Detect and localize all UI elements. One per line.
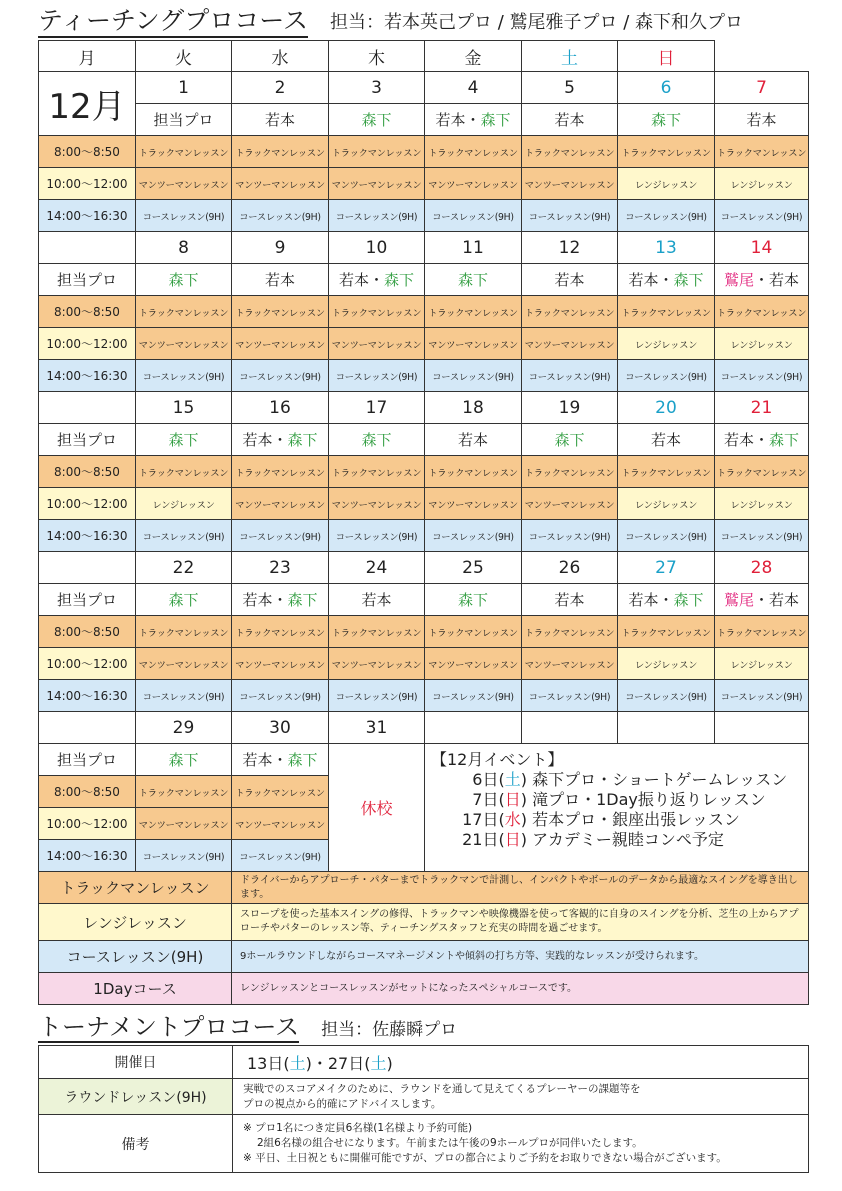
lesson-cell: コースレッスン(9H) <box>715 680 809 712</box>
pro-name-wakamoto: 若本 <box>650 431 681 449</box>
lesson-cell: トラックマンレッスン <box>715 616 809 648</box>
pro-cell <box>232 744 329 776</box>
day-number: 4 <box>425 72 522 104</box>
day-number: 14 <box>715 232 809 264</box>
lesson-cell: レンジレッスン <box>618 168 715 200</box>
lesson-cell: トラックマンレッスン <box>618 456 715 488</box>
tournament-table <box>38 1045 809 1173</box>
event-day: 17日( <box>462 810 505 829</box>
day-number: 29 <box>136 712 232 744</box>
day-number: 5 <box>522 72 618 104</box>
event-weekday: 日 <box>504 790 521 809</box>
day-number: 28 <box>715 552 809 584</box>
pro-name-wakamoto: 若本 <box>554 591 585 609</box>
tournament-title: トーナメントプロコース <box>38 1013 300 1041</box>
pro-name-morishita: 森下 <box>384 271 415 289</box>
pro-name-morishita: 森下 <box>650 111 681 129</box>
time-slot-label: 10:00〜12:00 <box>39 168 136 200</box>
time-slot-label: 10:00〜12:00 <box>39 808 136 840</box>
pro-cell <box>329 264 425 296</box>
pro-cell <box>425 264 522 296</box>
pro-cell <box>522 104 618 136</box>
legend-desc: 9ホールラウンドしながらコースマネージメントや傾斜の打ち方等、実践的なレッスンが受けられます。 <box>232 941 809 973</box>
lesson-cell: マンツーマンレッスン <box>136 168 232 200</box>
lesson-cell: トラックマンレッスン <box>425 456 522 488</box>
event-paren: ) <box>520 830 527 849</box>
lesson-cell: トラックマンレッスン <box>618 296 715 328</box>
lesson-cell: マンツーマンレッスン <box>522 488 618 520</box>
weekday-header: 火 <box>136 41 232 72</box>
pro-name-wakamoto: 若本 <box>361 591 392 609</box>
day-number: 6 <box>618 72 715 104</box>
teaching-course-header <box>38 6 828 38</box>
pro-cell <box>425 104 522 136</box>
day-number: 7 <box>715 72 809 104</box>
course-title: ティーチングプロコース <box>38 7 308 38</box>
pro-cell <box>715 424 809 456</box>
lesson-cell: マンツーマンレッスン <box>425 488 522 520</box>
lesson-cell: マンツーマンレッスン <box>232 168 329 200</box>
pro-name-wakamoto: 若本 <box>457 431 488 449</box>
pro-cell <box>618 584 715 616</box>
lesson-cell: コースレッスン(9H) <box>232 200 329 232</box>
lesson-cell: トラックマンレッスン <box>329 456 425 488</box>
pro-name-morishita: 森下 <box>168 431 199 449</box>
time-slot-label: 14:00〜16:30 <box>39 200 136 232</box>
pro-cell <box>329 424 425 456</box>
lesson-cell: トラックマンレッスン <box>522 616 618 648</box>
lesson-cell: レンジレッスン <box>618 328 715 360</box>
lesson-cell: トラックマンレッスン <box>522 456 618 488</box>
day-number: 10 <box>329 232 425 264</box>
pro-cell <box>136 744 232 776</box>
day-number: 11 <box>425 232 522 264</box>
event-paren: ) <box>520 790 527 809</box>
pro-name-morishita: 森下 <box>673 591 704 609</box>
time-slot-label: 8:00〜8:50 <box>39 456 136 488</box>
lesson-cell: トラックマンレッスン <box>715 136 809 168</box>
lesson-cell: コースレッスン(9H) <box>425 680 522 712</box>
pro-name-morishita: 森下 <box>287 751 318 769</box>
pro-name-wakamoto: 若本 <box>723 431 754 449</box>
lesson-cell: レンジレッスン <box>715 168 809 200</box>
pro-cell <box>232 424 329 456</box>
pro-name-wakamoto: 若本 <box>264 271 295 289</box>
lesson-cell: トラックマンレッスン <box>329 616 425 648</box>
lesson-cell: コースレッスン(9H) <box>329 520 425 552</box>
name-separator: ・ <box>272 591 288 609</box>
event-day: 6日( <box>472 770 505 789</box>
weekday-header: 木 <box>329 41 425 72</box>
pro-row-label: 担当プロ <box>39 744 136 776</box>
events-title: 【12月イベント】 <box>431 750 564 769</box>
pro-name-morishita: 森下 <box>480 111 511 129</box>
weekday-header: 月 <box>39 41 136 72</box>
lesson-cell: レンジレッスン <box>715 648 809 680</box>
lesson-cell: トラックマンレッスン <box>329 136 425 168</box>
day-number: 3 <box>329 72 425 104</box>
lesson-cell: マンツーマンレッスン <box>329 168 425 200</box>
pro-name-wakamoto: 若本 <box>628 591 659 609</box>
pro-cell <box>329 104 425 136</box>
pro-cell <box>329 584 425 616</box>
lesson-cell: トラックマンレッスン <box>136 136 232 168</box>
lesson-cell: マンツーマンレッスン <box>522 648 618 680</box>
lesson-cell: コースレッスン(9H) <box>136 840 232 872</box>
lesson-cell: マンツーマンレッスン <box>232 648 329 680</box>
lesson-cell: マンツーマンレッスン <box>522 168 618 200</box>
course-staff: 担当：若本英己プロ / 鷲尾雅子プロ / 森下和久プロ <box>330 12 744 33</box>
lesson-cell: トラックマンレッスン <box>618 616 715 648</box>
event-date <box>447 830 527 850</box>
time-slot-label: 8:00〜8:50 <box>39 776 136 808</box>
pro-name-washio: 鷲尾 <box>723 591 754 609</box>
lesson-cell: コースレッスン(9H) <box>136 680 232 712</box>
lesson-cell: マンツーマンレッスン <box>136 648 232 680</box>
lesson-cell: コースレッスン(9H) <box>618 200 715 232</box>
lesson-cell: トラックマンレッスン <box>425 136 522 168</box>
lesson-cell: トラックマンレッスン <box>425 616 522 648</box>
lesson-cell: コースレッスン(9H) <box>136 520 232 552</box>
day-number: 17 <box>329 392 425 424</box>
legend-desc: スロープを使った基本スイングの修得、トラックマンや映像機器を使って客観的に自身のスイングを分析、芝生の上からアプローチやパターのレッスン等、ティーチングスタッフと充実の時間を過ごせます。 <box>232 904 809 941</box>
lesson-cell: コースレッスン(9H) <box>232 520 329 552</box>
lesson-cell: トラックマンレッスン <box>232 136 329 168</box>
schedule-calendar <box>38 40 809 1005</box>
tournament-staff: 担当：佐藤瞬プロ <box>321 1020 458 1040</box>
pro-name-wakamoto: 若本 <box>769 591 800 609</box>
date-value: 13日(土)・27日(土) <box>233 1046 809 1079</box>
lesson-cell: コースレッスン(9H) <box>618 520 715 552</box>
day-number: 15 <box>136 392 232 424</box>
pro-name-morishita: 森下 <box>168 591 199 609</box>
event-day: 21日( <box>462 830 505 849</box>
pro-cell <box>522 264 618 296</box>
lesson-cell: コースレッスン(9H) <box>715 520 809 552</box>
blank-cell <box>39 232 136 264</box>
lesson-cell: トラックマンレッスン <box>329 296 425 328</box>
event-weekday: 日 <box>504 830 521 849</box>
pro-name-morishita: 森下 <box>287 431 318 449</box>
event-paren: ) <box>520 810 527 829</box>
day-number: 24 <box>329 552 425 584</box>
event-date <box>447 790 527 810</box>
lesson-cell: トラックマンレッスン <box>136 776 232 808</box>
pro-cell <box>522 424 618 456</box>
legend-name: トラックマンレッスン <box>39 872 232 904</box>
pro-cell <box>136 264 232 296</box>
time-slot-label: 10:00〜12:00 <box>39 488 136 520</box>
day-number <box>715 712 809 744</box>
name-separator: ・ <box>753 591 769 609</box>
blank-cell <box>39 392 136 424</box>
pro-name-morishita: 森下 <box>168 271 199 289</box>
day-number: 23 <box>232 552 329 584</box>
lesson-cell: トラックマンレッスン <box>715 296 809 328</box>
pro-cell <box>715 584 809 616</box>
event-day: 7日( <box>472 790 505 809</box>
day-number: 19 <box>522 392 618 424</box>
day-number <box>618 712 715 744</box>
lesson-cell: トラックマンレッスン <box>618 136 715 168</box>
pro-cell <box>425 584 522 616</box>
lesson-cell: コースレッスン(9H) <box>329 680 425 712</box>
name-separator: ・ <box>272 431 288 449</box>
lesson-cell: コースレッスン(9H) <box>232 360 329 392</box>
lesson-cell: コースレッスン(9H) <box>618 680 715 712</box>
pro-name-wakamoto: 若本 <box>628 271 659 289</box>
lesson-cell: コースレッスン(9H) <box>715 360 809 392</box>
event-item <box>431 830 808 850</box>
pro-cell <box>618 104 715 136</box>
pro-name-morishita: 森下 <box>769 431 800 449</box>
pro-cell <box>232 264 329 296</box>
pro-name-wakamoto: 若本 <box>554 271 585 289</box>
pro-cell <box>232 584 329 616</box>
day-number <box>425 712 522 744</box>
pro-cell <box>136 584 232 616</box>
lesson-cell: コースレッスン(9H) <box>522 520 618 552</box>
event-item <box>431 770 808 790</box>
lesson-cell: マンツーマンレッスン <box>232 488 329 520</box>
lesson-cell: レンジレッスン <box>618 488 715 520</box>
pro-row-label: 担当プロ <box>39 264 136 296</box>
day-number <box>522 712 618 744</box>
weekday-header: 金 <box>425 41 522 72</box>
lesson-cell: トラックマンレッスン <box>232 456 329 488</box>
round-lesson-desc: 実戦でのスコアメイクのために、ラウンドを通して見えてくるプレーヤーの課題等を プロの視点から的確にアドバイスします。 <box>233 1079 809 1115</box>
day-number: 12 <box>522 232 618 264</box>
event-text: 若本プロ・銀座出張レッスン <box>532 810 740 829</box>
day-number: 31 <box>329 712 425 744</box>
lesson-cell: マンツーマンレッスン <box>329 488 425 520</box>
notes-text: ※ プロ1名につき定員6名様(1名様より予約可能) 2組6名様の組合せになります。午前または午後の9ホールプロが同伴いたします。 ※ 平日、土日祝ともに開催可能ですが、プロの都合によりご予約をお取りできない場合がございます。 <box>233 1115 809 1173</box>
pro-row-label: 担当プロ <box>39 424 136 456</box>
weekday-header: 水 <box>232 41 329 72</box>
day-number: 22 <box>136 552 232 584</box>
day-number: 30 <box>232 712 329 744</box>
time-slot-label: 14:00〜16:30 <box>39 360 136 392</box>
event-date <box>447 770 527 790</box>
lesson-cell: マンツーマンレッスン <box>136 328 232 360</box>
notes-label: 備考 <box>39 1115 233 1173</box>
time-slot-label: 10:00〜12:00 <box>39 328 136 360</box>
day-number: 16 <box>232 392 329 424</box>
pro-cell <box>136 424 232 456</box>
time-slot-label: 8:00〜8:50 <box>39 616 136 648</box>
lesson-cell: コースレッスン(9H) <box>522 360 618 392</box>
pro-name-wakamoto: 若本 <box>769 271 800 289</box>
day-number: 20 <box>618 392 715 424</box>
lesson-cell: レンジレッスン <box>618 648 715 680</box>
day-number: 8 <box>136 232 232 264</box>
lesson-cell: トラックマンレッスン <box>425 296 522 328</box>
event-item <box>431 790 808 810</box>
day-number: 2 <box>232 72 329 104</box>
event-weekday: 水 <box>504 810 521 829</box>
time-slot-label: 8:00〜8:50 <box>39 136 136 168</box>
day-number: 21 <box>715 392 809 424</box>
pro-name-morishita: 森下 <box>554 431 585 449</box>
lesson-cell: マンツーマンレッスン <box>425 168 522 200</box>
event-weekday: 土 <box>504 770 521 789</box>
time-slot-label: 14:00〜16:30 <box>39 680 136 712</box>
lesson-cell: マンツーマンレッスン <box>232 808 329 840</box>
month-label: 12月 <box>39 72 136 136</box>
pro-cell <box>618 264 715 296</box>
lesson-cell: トラックマンレッスン <box>232 776 329 808</box>
pro-name-morishita: 森下 <box>457 591 488 609</box>
blank-cell <box>39 552 136 584</box>
weekday-header: 日 <box>618 41 715 72</box>
pro-name-wakamoto: 若本 <box>746 111 777 129</box>
event-text: アカデミー親睦コンペ予定 <box>532 830 724 849</box>
pro-name-morishita: 森下 <box>287 591 318 609</box>
pro-name-wakamoto: 若本 <box>338 271 369 289</box>
lesson-cell: レンジレッスン <box>136 488 232 520</box>
pro-cell <box>618 424 715 456</box>
time-slot-label: 10:00〜12:00 <box>39 648 136 680</box>
events-box <box>425 744 809 872</box>
pro-cell <box>522 584 618 616</box>
pro-cell <box>232 104 329 136</box>
day-number: 13 <box>618 232 715 264</box>
pro-name-wakamoto: 若本 <box>242 431 273 449</box>
legend-desc: レンジレッスンとコースレッスンがセットになったスペシャルコースです。 <box>232 973 809 1005</box>
lesson-cell: マンツーマンレッスン <box>329 648 425 680</box>
time-slot-label: 14:00〜16:30 <box>39 840 136 872</box>
date-label: 開催日 <box>39 1046 233 1079</box>
lesson-cell: コースレッスン(9H) <box>425 200 522 232</box>
lesson-cell: トラックマンレッスン <box>522 136 618 168</box>
event-item <box>431 810 808 830</box>
pro-name-wakamoto: 若本 <box>554 111 585 129</box>
lesson-cell: トラックマンレッスン <box>232 296 329 328</box>
pro-name-wakamoto: 若本 <box>242 751 273 769</box>
pro-name-morishita: 森下 <box>361 431 392 449</box>
pro-name-wakamoto: 若本 <box>435 111 466 129</box>
legend-name: コースレッスン(9H) <box>39 941 232 973</box>
lesson-cell: コースレッスン(9H) <box>232 680 329 712</box>
legend-desc: ドライバーからアプローチ・パターまでトラックマンで計測し、インパクトやボールのデータから最適なスイングを導き出します。 <box>232 872 809 904</box>
lesson-cell: マンツーマンレッスン <box>425 648 522 680</box>
lesson-cell: コースレッスン(9H) <box>522 200 618 232</box>
pro-name-morishita: 森下 <box>457 271 488 289</box>
lesson-cell: トラックマンレッスン <box>232 616 329 648</box>
day-number: 9 <box>232 232 329 264</box>
lesson-cell: コースレッスン(9H) <box>329 360 425 392</box>
lesson-cell: マンツーマンレッスン <box>425 328 522 360</box>
event-date <box>447 810 527 830</box>
event-paren: ) <box>520 770 527 789</box>
lesson-cell: コースレッスン(9H) <box>618 360 715 392</box>
time-slot-label: 14:00〜16:30 <box>39 520 136 552</box>
legend-name: レンジレッスン <box>39 904 232 941</box>
pro-cell <box>425 424 522 456</box>
lesson-cell: トラックマンレッスン <box>136 616 232 648</box>
lesson-cell: コースレッスン(9H) <box>136 360 232 392</box>
pro-cell <box>715 264 809 296</box>
day-number: 27 <box>618 552 715 584</box>
lesson-cell: コースレッスン(9H) <box>522 680 618 712</box>
lesson-cell: レンジレッスン <box>715 328 809 360</box>
lesson-cell: マンツーマンレッスン <box>522 328 618 360</box>
name-separator: ・ <box>658 271 674 289</box>
lesson-cell: トラックマンレッスン <box>136 456 232 488</box>
lesson-cell: トラックマンレッスン <box>522 296 618 328</box>
event-text: 滝プロ・1Day振り返りレッスン <box>532 790 766 809</box>
weekday-header: 土 <box>522 41 618 72</box>
legend-name: 1Dayコース <box>39 973 232 1005</box>
lesson-cell: コースレッスン(9H) <box>329 200 425 232</box>
name-separator: ・ <box>368 271 384 289</box>
time-slot-label: 8:00〜8:50 <box>39 296 136 328</box>
name-separator: ・ <box>272 751 288 769</box>
lesson-cell: コースレッスン(9H) <box>425 360 522 392</box>
pro-name-morishita: 森下 <box>673 271 704 289</box>
pro-name-washio: 鷲尾 <box>723 271 754 289</box>
pro-row-label: 担当プロ <box>39 584 136 616</box>
event-text: 森下プロ・ショートゲームレッスン <box>532 770 788 789</box>
name-separator: ・ <box>753 431 769 449</box>
lesson-cell: コースレッスン(9H) <box>136 200 232 232</box>
tournament-header <box>38 1014 828 1043</box>
lesson-cell: マンツーマンレッスン <box>329 328 425 360</box>
lesson-cell: コースレッスン(9H) <box>715 200 809 232</box>
day-number: 25 <box>425 552 522 584</box>
lesson-cell: トラックマンレッスン <box>715 456 809 488</box>
pro-name-morishita: 森下 <box>361 111 392 129</box>
lesson-cell: コースレッスン(9H) <box>232 840 329 872</box>
lesson-cell: マンツーマンレッスン <box>232 328 329 360</box>
name-separator: ・ <box>753 271 769 289</box>
day-number: 1 <box>136 72 232 104</box>
lesson-cell: トラックマンレッスン <box>136 296 232 328</box>
lesson-cell: レンジレッスン <box>715 488 809 520</box>
pro-cell <box>715 104 809 136</box>
closed-cell: 休校 <box>329 744 425 872</box>
day-number: 18 <box>425 392 522 424</box>
pro-row-label: 担当プロ <box>136 104 232 136</box>
pro-name-morishita: 森下 <box>168 751 199 769</box>
pro-name-wakamoto: 若本 <box>264 111 295 129</box>
lesson-cell: コースレッスン(9H) <box>425 520 522 552</box>
name-separator: ・ <box>658 591 674 609</box>
day-number: 26 <box>522 552 618 584</box>
name-separator: ・ <box>465 111 481 129</box>
lesson-cell: マンツーマンレッスン <box>136 808 232 840</box>
round-lesson-label: ラウンドレッスン(9H) <box>39 1079 233 1115</box>
pro-name-wakamoto: 若本 <box>242 591 273 609</box>
blank-cell <box>39 712 136 744</box>
